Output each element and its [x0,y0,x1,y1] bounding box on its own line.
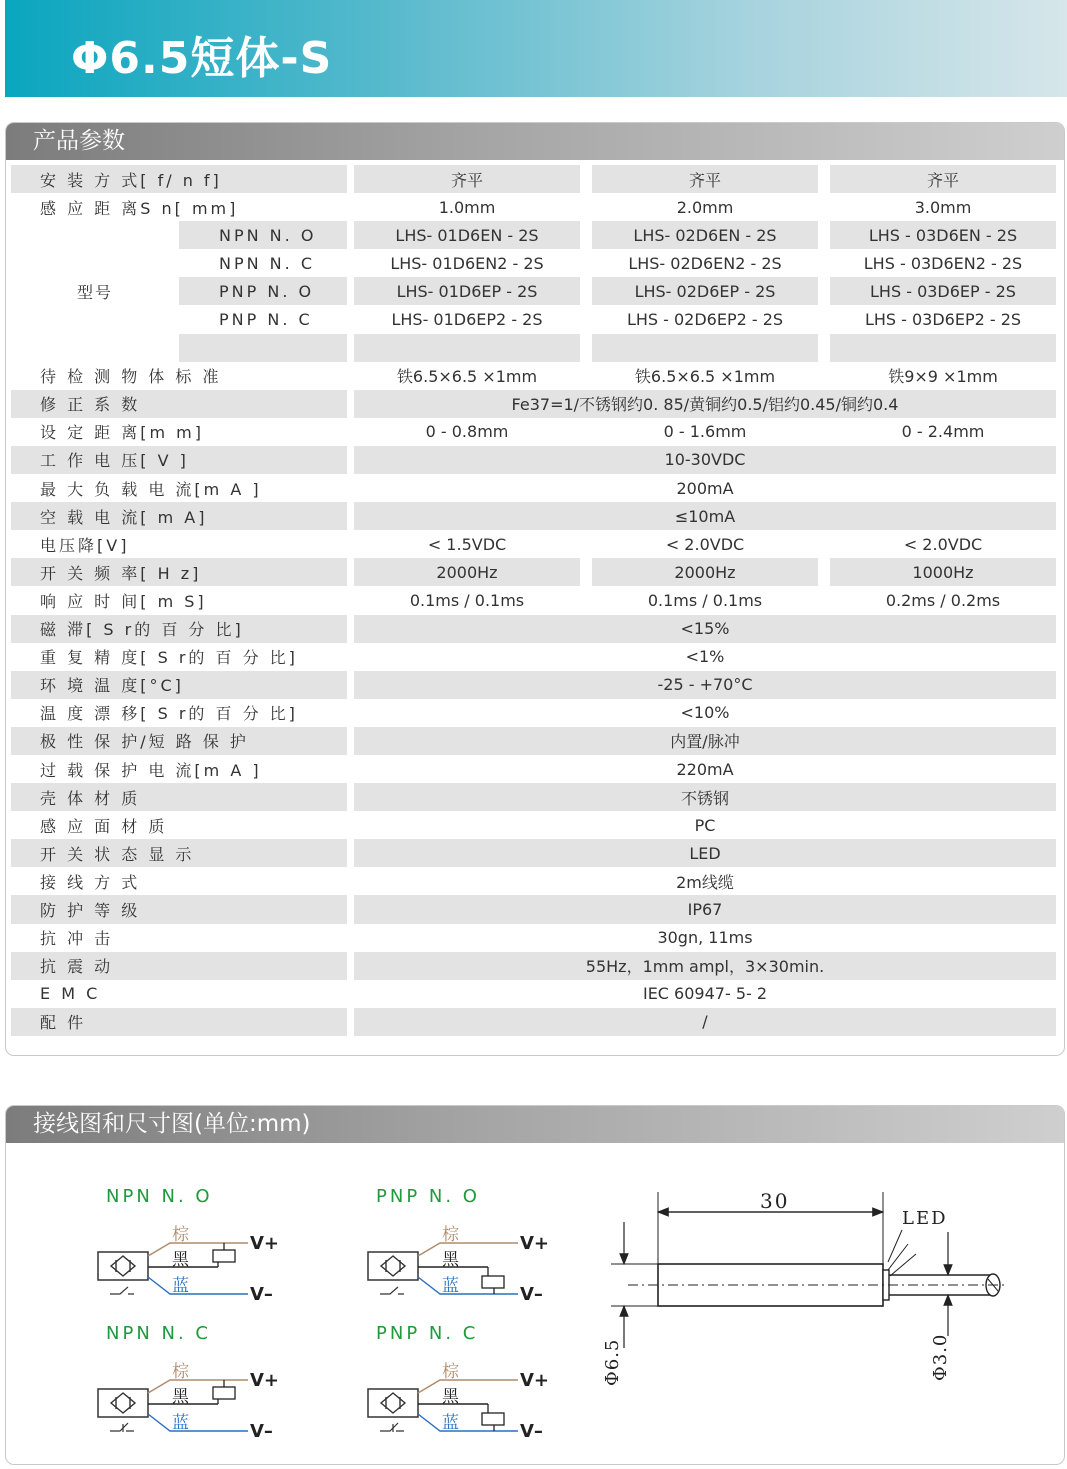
spec-row [11,390,1056,418]
spec-label: 空 载 电 流[ m A] [11,502,347,530]
model-number: LHS- 01D6EP - 2S [354,277,580,305]
output-type: PNP N. C [219,310,313,330]
section-heading-unit: (单位:mm) [194,1111,311,1137]
model-number: LHS- 02D6EP - 2S [592,277,818,305]
model-label: 型号 [76,282,113,302]
spec-label: 过 载 保 护 电 流[m A ] [40,760,262,780]
spec-value: 3.0mm [914,197,972,217]
spec-row [11,502,1056,530]
spec-label: 重 复 精 度[ S r的 百 分 比] [40,648,298,668]
spec-value: < 2.0VDC [903,534,983,554]
load-symbol [482,1413,504,1425]
model-number [354,334,580,362]
spec-label: 壳 体 材 质 [11,783,347,811]
spec-row [11,839,1056,867]
spec-row [11,193,1056,221]
model-number: LHS - 03D6EP2 - 2S [864,310,1022,330]
spec-value: -25 - +70°C [354,671,1056,699]
spec-row [11,615,1056,643]
spec-value: 2m线缆 [676,872,734,892]
spec-label: 抗 震 动 [11,952,347,980]
spec-row [11,643,1056,671]
model-number: LHS- 02D6EN2 - 2S [628,253,782,273]
blue-wire [148,1277,248,1294]
model-number: LHS - 03D6EN - 2S [830,221,1056,249]
spec-label: 磁 滞[ S r的 百 分 比] [11,615,347,643]
spec-value: <15% [354,615,1056,643]
spec-value: 2000Hz [592,558,818,586]
spec-value: 0.1ms / 0.1ms [409,590,525,610]
no-switch-symbol [380,1287,404,1294]
spec-label: 响 应 时 间[ m S] [40,591,207,611]
spec-value: 齐平 [592,165,818,193]
spec-label: 感 应 距 离S n[ mm] [40,198,239,218]
vplus-label: V+ [520,1370,550,1391]
spec-row [11,895,1056,923]
led-leader [888,1230,902,1262]
vplus-label: V+ [250,1233,280,1254]
spec-value: 铁6.5×6.5 ×1mm [634,367,776,387]
spec-row [11,362,1056,390]
spec-label: 安 装 方 式[ f/ n f] [11,165,347,193]
nc-switch-symbol [380,1423,404,1431]
spec-value: <10% [680,703,730,723]
black-label: 黑 [442,1387,459,1407]
spec-value: 铁6.5×6.5 ×1mm [396,367,538,387]
spec-row [11,165,1056,193]
spec-value: 0 - 1.6mm [663,422,747,442]
spec-value: IEC 60947- 5- 2 [642,984,768,1004]
wiring-title: PNP N. O [376,1186,480,1207]
spec-row [11,474,1056,502]
brown-label: 棕 [442,1225,459,1245]
spec-value: 铁9×9 ×1mm [888,367,998,387]
cable-diameter-label: Φ3.0 [930,1333,951,1381]
blue-label: 蓝 [172,1413,189,1433]
spec-row [11,952,1056,980]
output-type: NPN N. O [179,221,347,249]
spec-value: 2000Hz [354,558,580,586]
spec-value: 10-30VDC [354,446,1056,474]
model-number [592,334,818,362]
spec-value: Fe37=1/不锈钢约0. 85/黄铜约0.5/铝约0.45/铜约0.4 [354,390,1056,418]
output-type: PNP N. O [179,277,347,305]
product-params-section [5,122,1065,1056]
spec-table [11,165,1056,1036]
spec-row [11,755,1056,783]
brown-wire [418,1380,518,1393]
spec-value: 齐平 [354,165,580,193]
spec-label: 开 关 状 态 显 示 [11,839,347,867]
spec-row [11,586,1056,614]
spec-value: 0 - 2.4mm [901,422,985,442]
title-banner [5,0,1067,97]
spec-row [11,418,1056,446]
spec-label: 电压降[V] [40,535,130,555]
brown-label: 棕 [172,1362,189,1382]
spec-row [11,558,1056,586]
load-symbol [213,1250,235,1262]
spec-label: 最 大 负 载 电 流[m A ] [40,479,262,499]
spec-value: PC [694,815,716,835]
spec-value: 0.2ms / 0.2ms [885,590,1001,610]
spec-label: 防 护 等 级 [11,895,347,923]
blue-label: 蓝 [172,1276,189,1296]
spec-label: 设 定 距 离[m m] [40,423,205,443]
blue-label: 蓝 [442,1413,459,1433]
spec-value: LED [354,839,1056,867]
spec-value: IP67 [354,895,1056,923]
spec-row [11,671,1056,699]
wiring-dimension-section [5,1105,1065,1465]
spec-value: < 1.5VDC [427,534,507,554]
model-number: LHS - 03D6EN2 - 2S [863,253,1023,273]
spec-row [11,867,1056,895]
black-label: 黑 [172,1250,189,1270]
spec-value: 220mA [676,759,734,779]
load-symbol [482,1276,504,1288]
spec-label: 待 检 测 物 体 标 准 [40,367,222,387]
spec-row [11,924,1056,952]
spec-row [11,980,1056,1008]
model-number: LHS- 01D6EN2 - 2S [390,253,544,273]
model-number: LHS - 02D6EP2 - 2S [626,310,784,330]
black-label: 黑 [442,1250,459,1270]
body-diameter-label: Φ6.5 [602,1338,623,1386]
spec-value: < 2.0VDC [665,534,745,554]
spec-label: 极 性 保 护/短 路 保 护 [11,727,347,755]
section-heading-2 [6,1106,1064,1143]
spec-value: 30gn, 11ms [657,928,753,948]
spec-row [11,699,1056,727]
vminus-label: V– [250,1421,273,1442]
model-number: LHS- 01D6EN - 2S [354,221,580,249]
load-symbol [213,1387,235,1399]
spec-value: 200mA [676,478,734,498]
spec-label: 接 线 方 式 [40,872,141,892]
section-heading: 产品参数 [6,123,1064,160]
spec-value: <1% [685,647,725,667]
wiring-title: NPN N. C [106,1323,211,1344]
spec-value: 齐平 [830,165,1056,193]
spec-label: 开 关 频 率[ H z] [11,558,347,586]
vminus-label: V– [520,1284,543,1305]
spec-label: 工 作 电 压[ V ] [11,446,347,474]
spec-value: 不锈钢 [354,783,1056,811]
section-heading-text: 接线图和尺寸图 [33,1111,194,1137]
no-switch-symbol [110,1287,134,1294]
brown-label: 棕 [442,1362,459,1382]
spec-label: 温 度 漂 移[ S r的 百 分 比] [40,704,298,724]
spec-value: ≤10mA [354,502,1056,530]
vplus-label: V+ [520,1233,550,1254]
spec-value: 内置/脉冲 [354,727,1056,755]
length-label: 30 [760,1189,790,1213]
black-label: 黑 [172,1387,189,1407]
output-type: NPN N. C [219,253,315,273]
brown-label: 棕 [172,1225,189,1245]
blue-wire [148,1414,248,1431]
spec-value: 0 - 0.8mm [425,422,509,442]
vminus-label: V– [250,1284,273,1305]
spec-label: 配 件 [11,1008,347,1036]
page-title: Φ6.5短体-S [71,33,333,84]
spec-row [11,530,1056,558]
spec-label: 修 正 系 数 [11,390,347,418]
blue-label: 蓝 [442,1276,459,1296]
spec-value: / [354,1008,1056,1036]
spec-value: 55Hz，1mm ampl，3×30min. [354,952,1056,980]
brown-wire [418,1243,518,1256]
vplus-label: V+ [250,1370,280,1391]
output-type [179,334,347,362]
spec-row [11,727,1056,755]
model-number: LHS- 01D6EP2 - 2S [391,310,543,330]
spec-label: E M C [40,984,101,1004]
spec-label: 感 应 面 材 质 [40,816,168,836]
spec-label: 抗 冲 击 [40,929,114,949]
spec-row [11,446,1056,474]
wiring-dimension-diagram [6,1146,1065,1465]
vminus-label: V– [520,1421,543,1442]
spec-value: 2.0mm [676,197,734,217]
model-number: LHS - 03D6EP - 2S [830,277,1056,305]
spec-value: 0.1ms / 0.1ms [647,590,763,610]
model-number [830,334,1056,362]
wiring-title: PNP N. C [376,1323,479,1344]
spec-value: 1000Hz [830,558,1056,586]
nc-switch-symbol [110,1423,134,1431]
led-label: LED [902,1208,948,1229]
model-row [11,221,1056,249]
model-number: LHS- 02D6EN - 2S [592,221,818,249]
wiring-title: NPN N. O [106,1186,213,1207]
spec-value: 1.0mm [438,197,496,217]
spec-row [11,1008,1056,1036]
spec-row [11,811,1056,839]
spec-label: 环 境 温 度[°C] [11,671,347,699]
spec-row [11,783,1056,811]
